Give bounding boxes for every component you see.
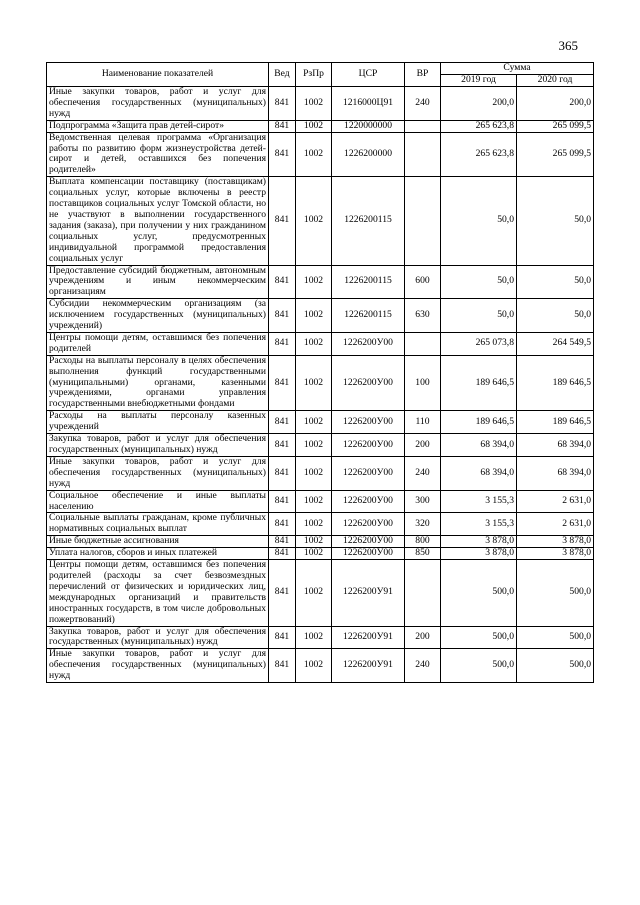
- cell-name: Социальное обеспечение и иные выплаты населению: [47, 490, 269, 513]
- cell-csr: 1226200У00: [332, 536, 405, 548]
- cell-csr: 1226200У00: [332, 548, 405, 560]
- cell-rzpr: 1002: [296, 132, 332, 177]
- table-row: [47, 332, 594, 355]
- cell-y2019: 265 073,8: [441, 332, 517, 355]
- header-csr: ЦСР: [332, 63, 405, 87]
- table-row: [47, 434, 594, 457]
- cell-vr: 800: [405, 536, 441, 548]
- table-row: [47, 456, 594, 490]
- cell-rzpr: 1002: [296, 456, 332, 490]
- table-row: [47, 411, 594, 434]
- cell-name: Закупка товаров, работ и услуг для обеспечения государственных (муниципальных) нужд: [47, 434, 269, 457]
- cell-y2020: 50,0: [517, 299, 594, 333]
- cell-vr: [405, 132, 441, 177]
- cell-rzpr: 1002: [296, 411, 332, 434]
- header-name: Наименование показателей: [47, 63, 269, 87]
- cell-y2020: 189 646,5: [517, 411, 594, 434]
- cell-ved: 841: [269, 490, 296, 513]
- cell-y2019: 3 155,3: [441, 513, 517, 536]
- cell-y2019: 500,0: [441, 626, 517, 649]
- cell-y2020: 200,0: [517, 87, 594, 121]
- cell-csr: 1226200У00: [332, 456, 405, 490]
- cell-y2020: 3 878,0: [517, 548, 594, 560]
- cell-y2020: 265 099,5: [517, 120, 594, 132]
- cell-y2020: 500,0: [517, 649, 594, 683]
- cell-name: Выплата компенсации поставщику (поставщикам) социальных услуг, которые включены в реестр поставщиков социальных услуг Томской области, но не участвуют в выполнении государственного задания (заказа), при получении у них гражданином социальных услуг, предусмотренных индивидуальной программой предоставления социальных услуг: [47, 177, 269, 265]
- cell-vr: 240: [405, 456, 441, 490]
- table-row: [47, 132, 594, 177]
- cell-vr: 630: [405, 299, 441, 333]
- table-row: [47, 299, 594, 333]
- cell-ved: 841: [269, 626, 296, 649]
- cell-rzpr: 1002: [296, 434, 332, 457]
- cell-vr: 200: [405, 434, 441, 457]
- cell-name: Предоставление субсидий бюджетным, автономным учреждениям и иным некоммерческим организациям: [47, 265, 269, 299]
- cell-ved: 841: [269, 411, 296, 434]
- cell-name: Закупка товаров, работ и услуг для обеспечения государственных (муниципальных) нужд: [47, 626, 269, 649]
- cell-vr: 320: [405, 513, 441, 536]
- page-number: 365: [558, 38, 578, 53]
- cell-name: Ведомственная целевая программа «Организация работы по развитию форм жизнеустройства детей-сирот и детей, оставшихся без попечения родителей»: [47, 132, 269, 177]
- cell-y2020: 189 646,5: [517, 355, 594, 411]
- cell-name: Расходы на выплаты персоналу в целях обеспечения выполнения функций государственными (муниципальными) органами, казенными учреждениями, органами управления государственными внебюджетными фондами: [47, 355, 269, 411]
- cell-csr: 1226200115: [332, 265, 405, 299]
- cell-vr: 200: [405, 626, 441, 649]
- header-2019: 2019 год: [441, 75, 517, 87]
- cell-ved: 841: [269, 649, 296, 683]
- table-row: [47, 626, 594, 649]
- cell-ved: 841: [269, 299, 296, 333]
- cell-rzpr: 1002: [296, 513, 332, 536]
- header-vr: ВР: [405, 63, 441, 87]
- table-row: [47, 120, 594, 132]
- table-row: [47, 548, 594, 560]
- cell-rzpr: 1002: [296, 87, 332, 121]
- cell-name: Подпрограмма «Защита прав детей-сирот»: [47, 120, 269, 132]
- cell-vr: 110: [405, 411, 441, 434]
- cell-ved: 841: [269, 265, 296, 299]
- cell-vr: 600: [405, 265, 441, 299]
- cell-ved: 841: [269, 548, 296, 560]
- cell-csr: 1226200У00: [332, 355, 405, 411]
- cell-ved: 841: [269, 536, 296, 548]
- table-row: [47, 355, 594, 411]
- cell-vr: 300: [405, 490, 441, 513]
- cell-name: Иные бюджетные ассигнования: [47, 536, 269, 548]
- cell-name: Центры помощи детям, оставшимся без попечения родителей: [47, 332, 269, 355]
- cell-ved: 841: [269, 332, 296, 355]
- cell-ved: 841: [269, 355, 296, 411]
- cell-ved: 841: [269, 434, 296, 457]
- table-header: [47, 63, 594, 87]
- cell-y2019: 189 646,5: [441, 411, 517, 434]
- cell-csr: 1226200000: [332, 132, 405, 177]
- table-body: [47, 87, 594, 683]
- table-row: [47, 490, 594, 513]
- cell-y2019: 265 623,8: [441, 120, 517, 132]
- cell-csr: 1226200115: [332, 177, 405, 265]
- cell-csr: 1226200У91: [332, 649, 405, 683]
- cell-y2020: 500,0: [517, 626, 594, 649]
- cell-rzpr: 1002: [296, 560, 332, 626]
- cell-vr: 240: [405, 87, 441, 121]
- cell-ved: 841: [269, 132, 296, 177]
- cell-y2020: 500,0: [517, 560, 594, 626]
- cell-csr: 1226200У91: [332, 626, 405, 649]
- cell-csr: 1226200У91: [332, 560, 405, 626]
- cell-ved: 841: [269, 513, 296, 536]
- cell-y2020: 3 878,0: [517, 536, 594, 548]
- cell-y2020: 2 631,0: [517, 490, 594, 513]
- cell-vr: [405, 332, 441, 355]
- cell-rzpr: 1002: [296, 332, 332, 355]
- cell-y2020: 50,0: [517, 265, 594, 299]
- cell-y2019: 3 878,0: [441, 548, 517, 560]
- cell-vr: [405, 560, 441, 626]
- cell-y2020: 265 099,5: [517, 132, 594, 177]
- cell-y2019: 68 394,0: [441, 456, 517, 490]
- cell-y2019: 50,0: [441, 265, 517, 299]
- cell-rzpr: 1002: [296, 120, 332, 132]
- cell-y2019: 200,0: [441, 87, 517, 121]
- cell-csr: 1226200У00: [332, 332, 405, 355]
- cell-ved: 841: [269, 456, 296, 490]
- cell-csr: 1226200У00: [332, 490, 405, 513]
- cell-y2020: 2 631,0: [517, 513, 594, 536]
- table-row: [47, 560, 594, 626]
- cell-rzpr: 1002: [296, 299, 332, 333]
- cell-y2019: 500,0: [441, 649, 517, 683]
- cell-y2019: 265 623,8: [441, 132, 517, 177]
- cell-y2019: 500,0: [441, 560, 517, 626]
- cell-csr: 1226200115: [332, 299, 405, 333]
- cell-y2020: 68 394,0: [517, 434, 594, 457]
- cell-rzpr: 1002: [296, 626, 332, 649]
- cell-y2020: 264 549,5: [517, 332, 594, 355]
- cell-name: Иные закупки товаров, работ и услуг для обеспечения государственных (муниципальных) нужд: [47, 456, 269, 490]
- cell-csr: 1216000Ц91: [332, 87, 405, 121]
- cell-csr: 1226200У00: [332, 434, 405, 457]
- cell-vr: 240: [405, 649, 441, 683]
- cell-csr: 1226200У00: [332, 411, 405, 434]
- table-row: [47, 649, 594, 683]
- cell-y2020: 50,0: [517, 177, 594, 265]
- cell-y2019: 50,0: [441, 177, 517, 265]
- cell-ved: 841: [269, 560, 296, 626]
- cell-y2019: 189 646,5: [441, 355, 517, 411]
- cell-rzpr: 1002: [296, 649, 332, 683]
- cell-csr: 1226200У00: [332, 513, 405, 536]
- cell-csr: 1220000000: [332, 120, 405, 132]
- cell-y2019: 3 878,0: [441, 536, 517, 548]
- cell-vr: [405, 177, 441, 265]
- cell-ved: 841: [269, 177, 296, 265]
- table-row: [47, 536, 594, 548]
- cell-name: Иные закупки товаров, работ и услуг для обеспечения государственных (муниципальных) нужд: [47, 87, 269, 121]
- cell-ved: 841: [269, 120, 296, 132]
- cell-rzpr: 1002: [296, 177, 332, 265]
- cell-name: Субсидии некоммерческим организациям (за исключением государственных (муниципальных) учреждений): [47, 299, 269, 333]
- cell-rzpr: 1002: [296, 265, 332, 299]
- header-sum: Сумма: [441, 63, 594, 75]
- cell-y2019: 3 155,3: [441, 490, 517, 513]
- table-row: [47, 177, 594, 265]
- header-ved: Вед: [269, 63, 296, 87]
- cell-y2019: 50,0: [441, 299, 517, 333]
- cell-vr: 850: [405, 548, 441, 560]
- budget-table: [46, 62, 594, 683]
- cell-name: Социальные выплаты гражданам, кроме публичных нормативных социальных выплат: [47, 513, 269, 536]
- cell-name: Уплата налогов, сборов и иных платежей: [47, 548, 269, 560]
- cell-rzpr: 1002: [296, 490, 332, 513]
- cell-ved: 841: [269, 87, 296, 121]
- cell-vr: [405, 120, 441, 132]
- table-row: [47, 87, 594, 121]
- cell-name: Центры помощи детям, оставшимся без попечения родителей (расходы за счет безвозмездных перечислений от физических и юридических лиц, международных организаций и правительств иностранных государств, в том числе добровольных пожертвований): [47, 560, 269, 626]
- header-2020: 2020 год: [517, 75, 594, 87]
- cell-y2019: 68 394,0: [441, 434, 517, 457]
- cell-vr: 100: [405, 355, 441, 411]
- cell-y2020: 68 394,0: [517, 456, 594, 490]
- table-row: [47, 265, 594, 299]
- cell-rzpr: 1002: [296, 355, 332, 411]
- cell-name: Иные закупки товаров, работ и услуг для обеспечения государственных (муниципальных) нужд: [47, 649, 269, 683]
- table-row: [47, 513, 594, 536]
- header-rzpr: РзПр: [296, 63, 332, 87]
- cell-name: Расходы на выплаты персоналу казенных учреждений: [47, 411, 269, 434]
- cell-rzpr: 1002: [296, 548, 332, 560]
- cell-rzpr: 1002: [296, 536, 332, 548]
